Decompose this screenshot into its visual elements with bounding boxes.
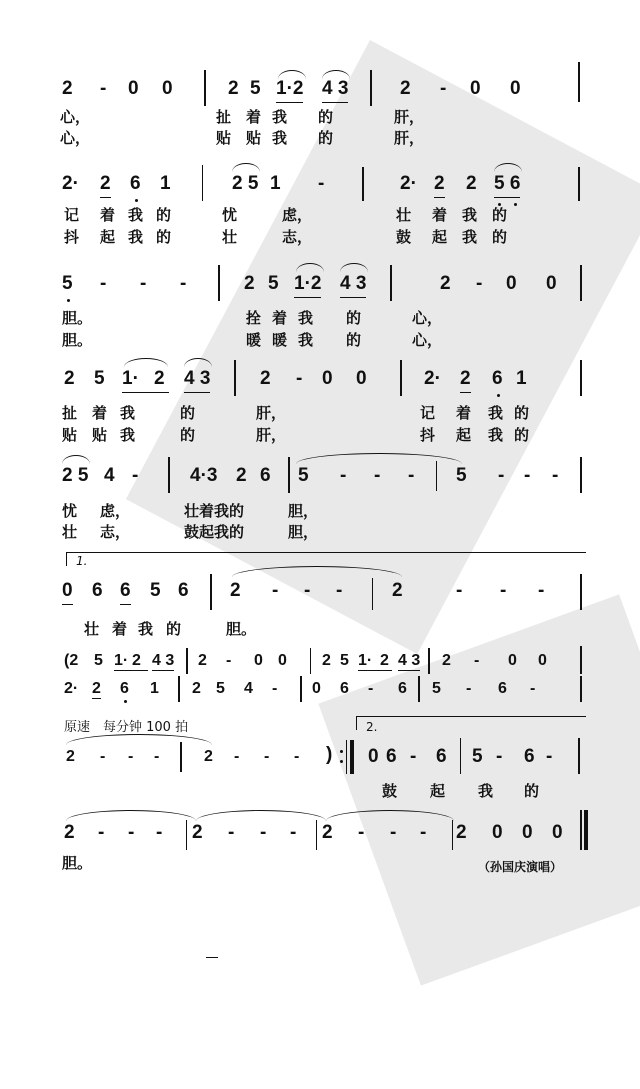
- note: 2: [392, 580, 403, 601]
- note-dash: -: [100, 273, 107, 294]
- tie: [326, 810, 454, 821]
- volta-1-hook: [66, 552, 67, 566]
- note-group: (2: [64, 652, 79, 669]
- volta-2-bracket: [356, 716, 586, 717]
- repeat-dot: [340, 760, 343, 763]
- barline: [362, 167, 364, 201]
- barline: [428, 648, 430, 674]
- note-dash: -: [496, 746, 503, 767]
- note-dash: -: [228, 822, 235, 843]
- note-dash: -: [272, 680, 278, 697]
- note: 5: [62, 273, 73, 294]
- note-dash: -: [538, 580, 545, 601]
- note-group: [152, 650, 174, 672]
- note-group: [358, 650, 372, 672]
- note-text: 1·: [114, 652, 129, 669]
- note: 1: [160, 173, 171, 194]
- note-dash: -: [154, 748, 160, 765]
- barline: [310, 648, 311, 674]
- barline: [578, 167, 580, 201]
- note-text: 2: [434, 173, 445, 194]
- lyrics-verse-2: 胆。 暖 暖 我 的 心，: [62, 331, 443, 349]
- note-dash: -: [374, 465, 381, 486]
- note-text: 0: [62, 580, 73, 601]
- note-dash: -: [500, 580, 507, 601]
- slur: [232, 163, 260, 172]
- note: 2·: [62, 173, 79, 194]
- note: 5: [150, 580, 161, 601]
- note: 2: [400, 78, 411, 99]
- note-dash: -: [410, 746, 417, 767]
- note-dash: -: [368, 680, 374, 697]
- barline: [390, 265, 392, 301]
- note-text: 1·: [358, 652, 373, 669]
- note: 0: [470, 78, 481, 99]
- note-text: 4 3: [152, 652, 175, 669]
- barline: [436, 461, 437, 491]
- note: 6: [398, 680, 407, 697]
- note-group: 2 5: [62, 465, 89, 486]
- note: 2: [192, 680, 201, 697]
- note-text: 2: [100, 173, 111, 194]
- note: 4: [104, 465, 115, 486]
- barline: [288, 457, 290, 493]
- note: 6: [130, 173, 141, 194]
- note: 2: [204, 748, 213, 765]
- note: 6: [436, 746, 447, 767]
- lyrics-verse-1: 胆。: [62, 854, 93, 872]
- note-dash: -: [336, 580, 343, 601]
- note: 5: [432, 680, 441, 697]
- note-dash: -: [290, 822, 297, 843]
- close-paren: ): [326, 744, 333, 765]
- note: 2: [442, 652, 451, 669]
- tie: [196, 810, 326, 821]
- score-row-5: [0, 465, 640, 495]
- score-row-6: [0, 580, 640, 610]
- barline: [372, 578, 373, 610]
- barline: [400, 360, 402, 396]
- note-group: [114, 650, 128, 672]
- tie: [66, 810, 196, 821]
- note-dash: -: [466, 680, 472, 697]
- slur: [494, 163, 522, 172]
- barline: [580, 646, 582, 674]
- note: 0: [162, 78, 173, 99]
- note-dash: -: [340, 465, 347, 486]
- barline: [186, 648, 188, 674]
- note-dash: -: [530, 680, 536, 697]
- note-dash: -: [226, 652, 232, 669]
- note-group: [92, 678, 101, 700]
- note-group: [62, 580, 73, 602]
- slur: [340, 263, 368, 272]
- note: 2: [244, 273, 255, 294]
- note-dash: -: [100, 748, 106, 765]
- note: 0: [522, 822, 533, 843]
- lyrics-verse-2: 心， 贴 贴 我 的 肝，: [60, 129, 425, 147]
- note-group: [276, 78, 303, 100]
- note-text: 4 3: [398, 652, 421, 669]
- note-text: 5 6: [494, 173, 521, 194]
- lyrics-verse-2: 抖 起 我 的 壮 志， 鼓 起 我 的: [64, 228, 508, 246]
- note-dash: -: [294, 748, 300, 765]
- barline: [580, 574, 582, 610]
- note-dash: -: [272, 580, 279, 601]
- note-dash: -: [474, 652, 480, 669]
- note-group: [294, 273, 321, 295]
- note-text: 2: [92, 680, 101, 697]
- note-text: 4·3: [190, 465, 218, 486]
- barline: [168, 457, 170, 493]
- barline: [370, 70, 372, 106]
- performer-credit: （孙国庆演唱）: [478, 860, 563, 874]
- lyrics-verse-1: 心， 扯 着 我 的 肝，: [60, 108, 425, 126]
- barline: [578, 738, 580, 774]
- note: 2: [192, 822, 203, 843]
- note-text: 1·: [122, 368, 139, 389]
- note-dash: -: [296, 368, 303, 389]
- note: 6: [92, 580, 103, 601]
- slur: [62, 455, 90, 464]
- note: 6: [498, 680, 507, 697]
- note: 0: [254, 652, 263, 669]
- note: 0: [356, 368, 367, 389]
- note: 2: [322, 652, 331, 669]
- note-group: [340, 273, 366, 295]
- note-dash: -: [390, 822, 397, 843]
- barline: [218, 265, 220, 301]
- note-group: [322, 78, 348, 100]
- score-row-4: [0, 368, 640, 398]
- barline: [210, 574, 212, 610]
- note-dash: -: [128, 822, 135, 843]
- barline: [234, 360, 236, 396]
- interlude-row-b: [0, 678, 640, 708]
- barline: [460, 738, 461, 774]
- barline: [180, 742, 182, 772]
- low-dot: [497, 394, 500, 397]
- note: 6: [120, 680, 129, 697]
- note: 2·: [64, 680, 79, 697]
- note: 0: [312, 680, 321, 697]
- note: 2: [64, 822, 75, 843]
- note: 0: [278, 652, 287, 669]
- score-row-1: [0, 78, 640, 108]
- note: 2: [62, 78, 73, 99]
- note: 0: [492, 822, 503, 843]
- note-dash: -: [552, 465, 559, 486]
- note: 2: [230, 580, 241, 601]
- tie: [66, 734, 212, 745]
- note-text: 4 3: [184, 368, 211, 389]
- tie: [232, 566, 402, 577]
- note-text: 1·2: [294, 273, 322, 294]
- note-text: 1·2: [276, 78, 304, 99]
- note: 2: [228, 78, 239, 99]
- note: 2: [132, 652, 141, 669]
- note: 0: [322, 368, 333, 389]
- note-group: [120, 580, 131, 602]
- lyrics-verse-1: 壮 着 我 的 胆。: [84, 620, 257, 638]
- note-group: 2 5: [232, 173, 259, 194]
- note: 6: [386, 746, 397, 767]
- note-group: [190, 465, 217, 487]
- note: 0: [552, 822, 563, 843]
- note-text: 4 3: [340, 273, 367, 294]
- note-dash: -: [318, 173, 325, 194]
- note-dash: -: [264, 748, 270, 765]
- lyrics-verse-1: 胆。 拴 着 我 的 心，: [62, 309, 443, 327]
- final-barline-thick: [584, 810, 588, 850]
- note: 5: [472, 746, 483, 767]
- repeat-barline-thick: [350, 740, 354, 774]
- note-dash: -: [304, 580, 311, 601]
- note: 6: [340, 680, 349, 697]
- note-dash: -: [260, 822, 267, 843]
- note: 2: [260, 368, 271, 389]
- slur: [296, 263, 324, 272]
- repeat-dot: [340, 750, 343, 753]
- note-text: 4 3: [322, 78, 349, 99]
- barline: [452, 820, 453, 850]
- low-dot: [124, 700, 127, 703]
- note: 5: [298, 465, 309, 486]
- repeat-barline-thin: [346, 740, 347, 774]
- note: 5: [94, 368, 105, 389]
- final-barline-thin: [580, 810, 582, 850]
- score-row-8: [0, 746, 640, 776]
- slur: [184, 358, 212, 367]
- note-dash: -: [132, 465, 139, 486]
- note: 2: [154, 368, 165, 389]
- barline: [186, 820, 187, 850]
- tie: [296, 453, 462, 464]
- note-dash: -: [98, 822, 105, 843]
- note: 2: [466, 173, 477, 194]
- barline: [580, 360, 582, 396]
- note-dash: -: [234, 748, 240, 765]
- note-group: [494, 173, 520, 195]
- note: 1: [516, 368, 527, 389]
- lyrics-verse-1: 记 着 我 的 忧 虑， 壮 着 我 的: [64, 206, 508, 224]
- score-row-2: [0, 173, 640, 203]
- volta-1-label: 1.: [76, 554, 88, 568]
- note-dash: -: [456, 580, 463, 601]
- lyrics-verse-1: 忧 虑， 壮着我的 胆，: [62, 502, 319, 520]
- note: 6: [492, 368, 503, 389]
- barline: [578, 62, 580, 102]
- note-group: [184, 368, 210, 390]
- note-dash: -: [140, 273, 147, 294]
- note: 0: [128, 78, 139, 99]
- low-dot: [514, 203, 517, 206]
- score-row-3: [0, 273, 640, 303]
- note: 6: [260, 465, 271, 486]
- barline: [204, 70, 206, 106]
- volta-2-hook: [356, 716, 357, 730]
- note-group: [122, 368, 139, 390]
- note-dash: -: [128, 748, 134, 765]
- volta-2-label: 2.: [366, 720, 378, 734]
- note: 6: [178, 580, 189, 601]
- note: 5: [94, 652, 103, 669]
- volta-1-bracket: [66, 552, 586, 553]
- note: 0: [538, 652, 547, 669]
- barline: [202, 165, 203, 201]
- note: 1: [150, 680, 159, 697]
- note: 2: [456, 822, 467, 843]
- note: 2: [440, 273, 451, 294]
- note-dash: -: [420, 822, 427, 843]
- note: 5: [268, 273, 279, 294]
- note: 5: [250, 78, 261, 99]
- note: 0: [510, 78, 521, 99]
- lyrics-verse-2: 贴 贴 我 的 肝， 抖 起 我 的: [62, 426, 530, 444]
- note-group: [434, 173, 445, 195]
- note-text: 6: [120, 580, 131, 601]
- note: 4: [244, 680, 253, 697]
- note: 2·: [424, 368, 441, 389]
- slur: [124, 358, 168, 367]
- barline: [316, 820, 317, 850]
- note-dash: -: [440, 78, 447, 99]
- note-dash: -: [180, 273, 187, 294]
- score-row-9: [0, 822, 640, 852]
- note-dash: -: [408, 465, 415, 486]
- note-group: [100, 173, 111, 195]
- barline: [418, 676, 420, 702]
- note: 6: [524, 746, 535, 767]
- low-dot: [67, 299, 70, 302]
- barline: [580, 265, 582, 301]
- lyrics-verse-2: 壮 志， 鼓起我的 胆，: [62, 523, 319, 541]
- note: 5: [216, 680, 225, 697]
- barline: [178, 676, 180, 702]
- barline: [580, 457, 582, 493]
- note: 2·: [400, 173, 417, 194]
- note-dash: -: [524, 465, 531, 486]
- note: 2: [198, 652, 207, 669]
- note: 0: [546, 273, 557, 294]
- note-dash: -: [476, 273, 483, 294]
- note: 0: [368, 746, 379, 767]
- note: 0: [508, 652, 517, 669]
- note: 2: [322, 822, 333, 843]
- note-dash: -: [156, 822, 163, 843]
- note: 2: [66, 748, 75, 765]
- note-dash: -: [100, 78, 107, 99]
- note: 1: [270, 173, 281, 194]
- tempo-marking: 原速 每分钟 100 拍: [64, 720, 189, 735]
- interlude-row-a: [0, 650, 640, 680]
- lyrics-verse-1: 鼓 起 我 的: [382, 782, 540, 800]
- underline: [206, 957, 218, 958]
- note: 2: [380, 652, 389, 669]
- lyrics-verse-1: 扯 着 我 的 肝， 记 着 我 的: [62, 404, 530, 422]
- note: 5: [456, 465, 467, 486]
- note: 0: [506, 273, 517, 294]
- barline: [580, 676, 582, 702]
- note-group: [460, 368, 471, 390]
- note-dash: -: [358, 822, 365, 843]
- low-dot: [135, 199, 138, 202]
- note: 5: [340, 652, 349, 669]
- note: 2: [64, 368, 75, 389]
- note-dash: -: [546, 746, 553, 767]
- barline: [300, 676, 302, 702]
- note-group: [398, 650, 420, 672]
- note: 2: [236, 465, 247, 486]
- note-text: 2: [460, 368, 471, 389]
- note-dash: -: [498, 465, 505, 486]
